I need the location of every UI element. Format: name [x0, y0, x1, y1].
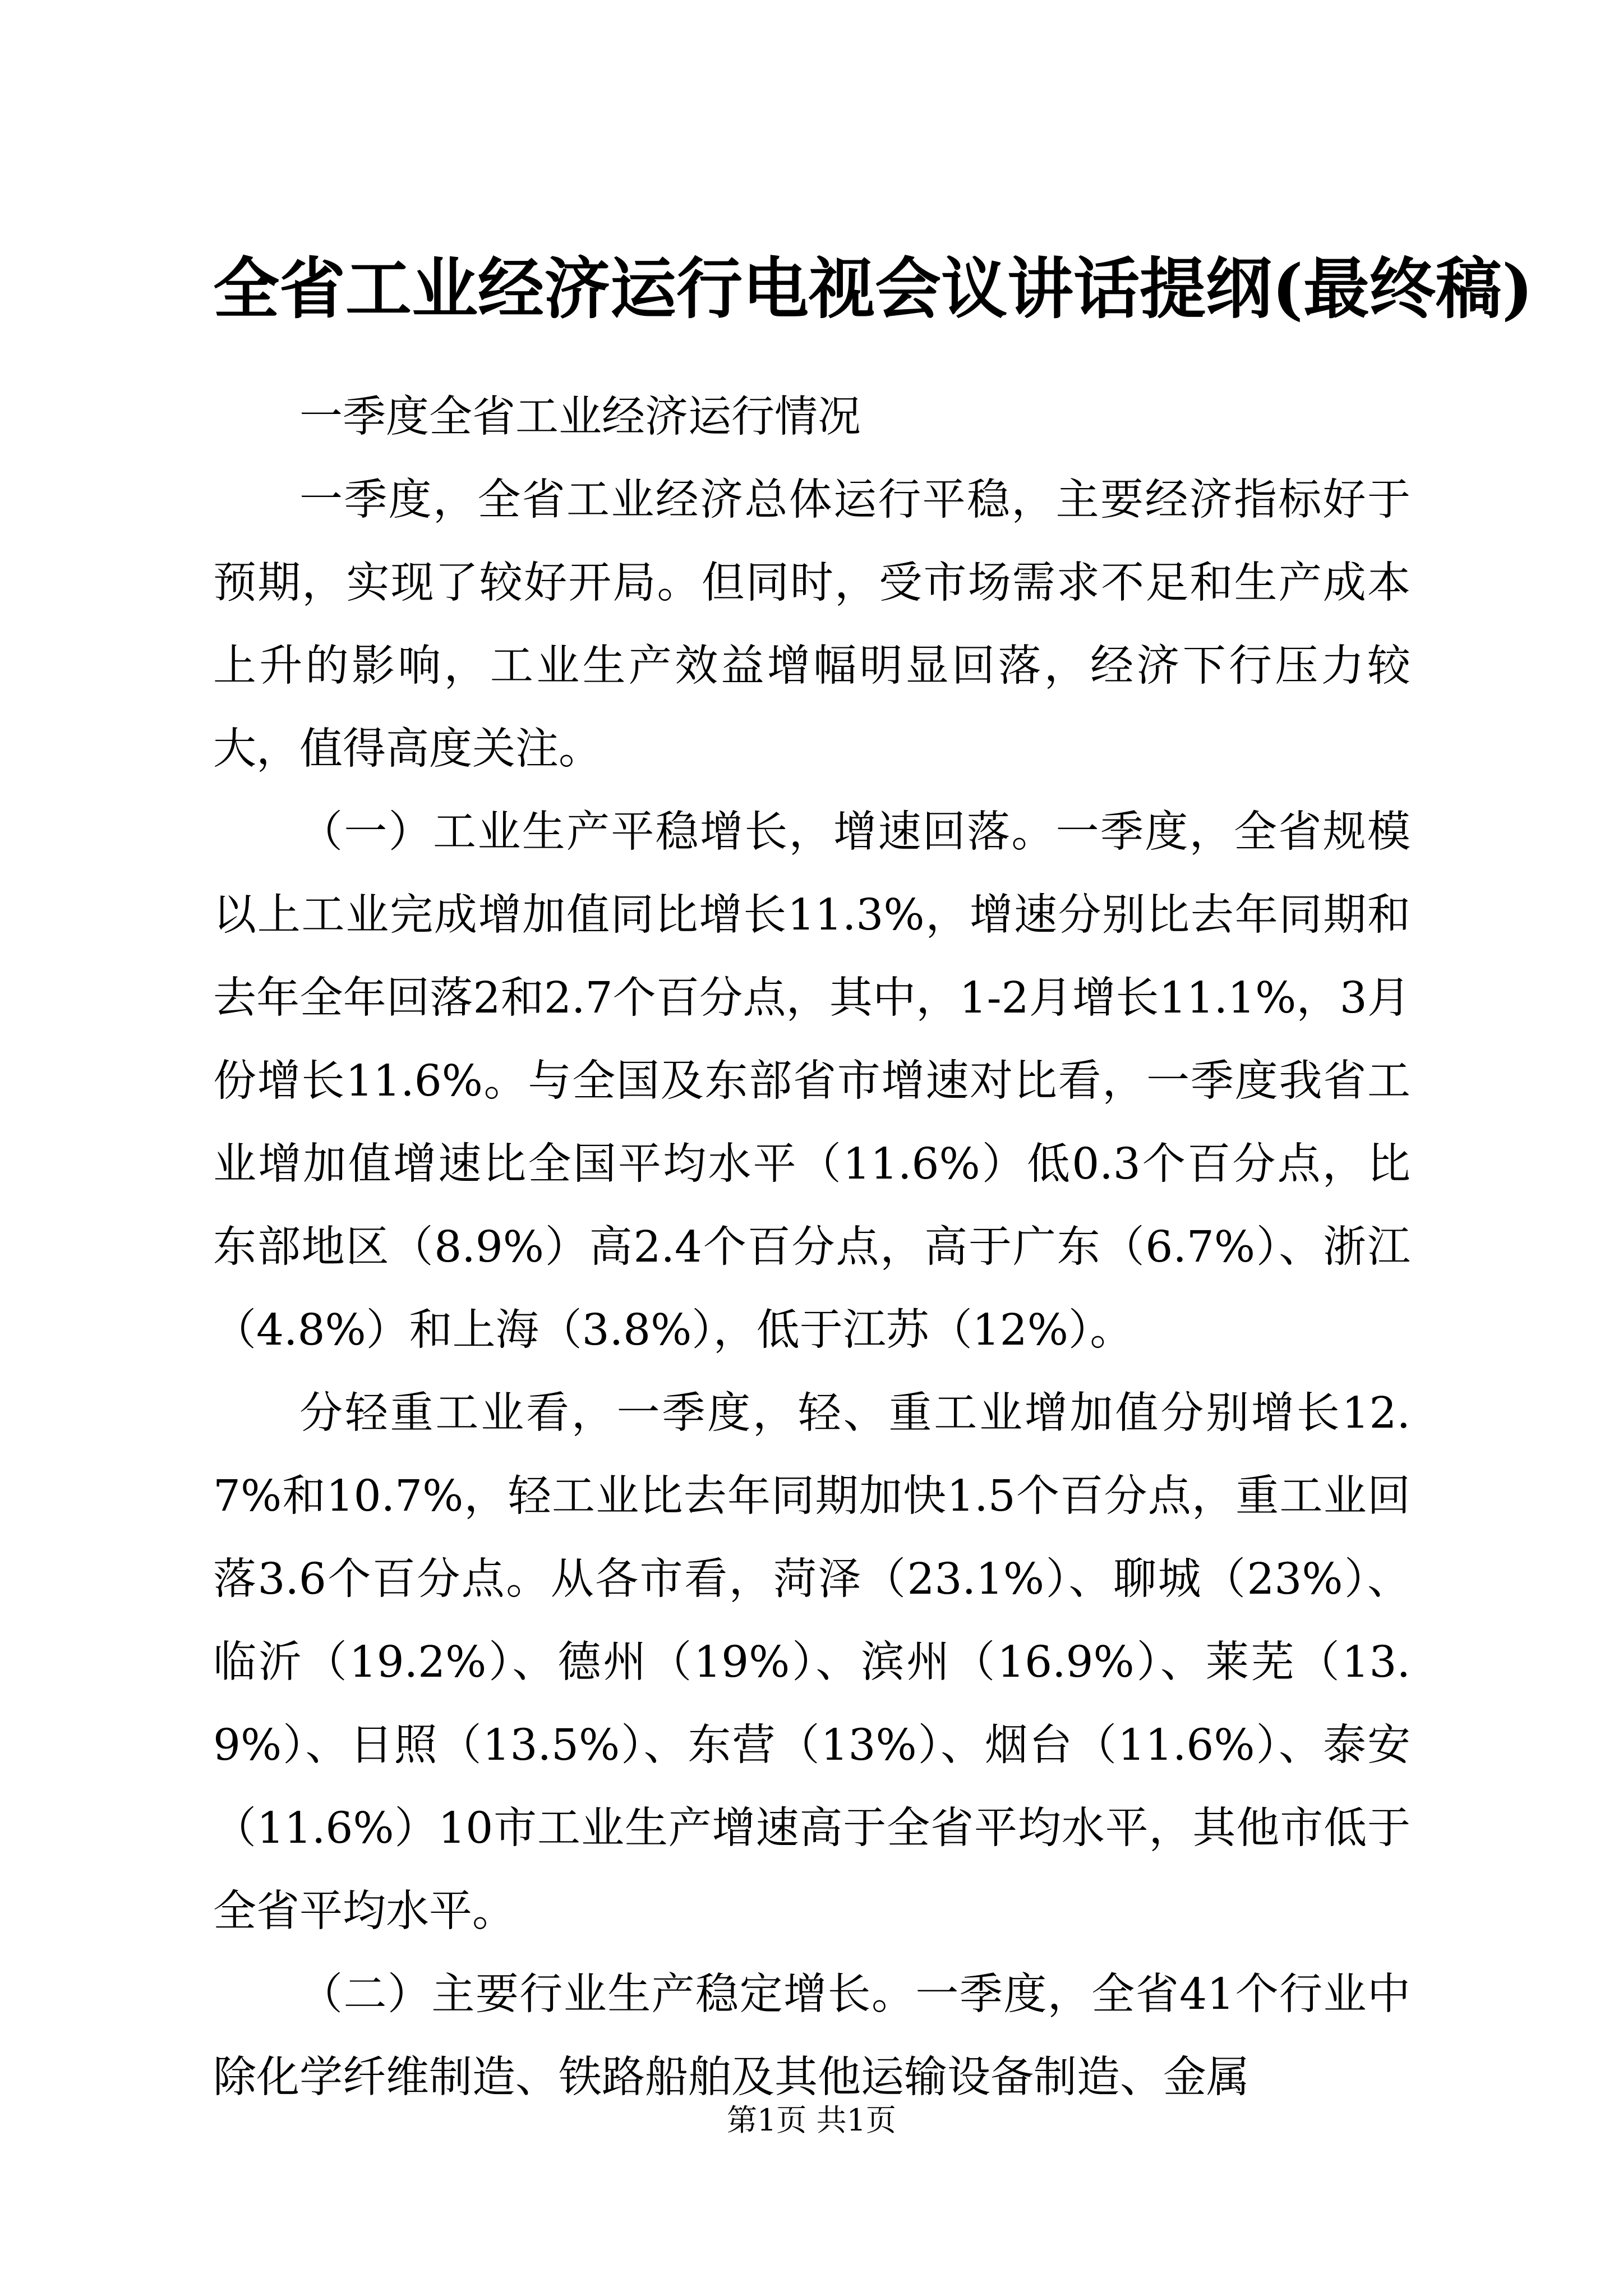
document-body [213, 376, 1410, 2119]
body-paragraph: 一季度，全省工业经济总体运行平稳，主要经济指标好于预期，实现了较好开局。但同时，受市场需求不足和生产成本上升的影响，工业生产效益增幅明显回落，经济下行压力较大，值得高度关注。 [213, 475, 1410, 774]
document-title: 全省工业经济运行电视会议讲话提纲(最终稿) [213, 250, 1533, 328]
body-paragraph: （二）主要行业生产稳定增长。一季度，全省41个行业中除化学纤维制造、铁路船舶及其他运输设备制造、金属 [213, 1970, 1410, 2102]
body-paragraph: （一）工业生产平稳增长，增速回落。一季度，全省规模以上工业完成增加值同比增长11.3%，增速分别比去年同期和去年全年回落2和2.7个百分点，其中，1-2月增长11.1%，3月份增长11.6%。与全国及东部省市增速对比看，一季度我省工业增加值增速比全国平均水平（11.6%）低0.3个百分点，比东部地区（8.9%）高2.4个百分点，高于广东（6.7%）、浙江（4.8%）和上海（3.8%），低于江苏（12%）。 [213, 807, 1410, 1355]
section-heading: 一季度全省工业经济运行情况 [299, 392, 861, 442]
body-paragraph: 分轻重工业看，一季度，轻、重工业增加值分别增长12.7%和10.7%，轻工业比去年同期加快1.5个百分点，重工业回落3.6个百分点。从各市看，菏泽（23.1%）、聊城（23%）、临沂（19.2%）、德州（19%）、滨州（16.9%）、莱芜（13.9%）、日照（13.5%）、东营（13%）、烟台（11.6%）、泰安（11.6%）10市工业生产增速高于全省平均水平，其他市低于全省平均水平。 [213, 1388, 1410, 1936]
page-footer: 第1页 共1页 [727, 2102, 896, 2138]
